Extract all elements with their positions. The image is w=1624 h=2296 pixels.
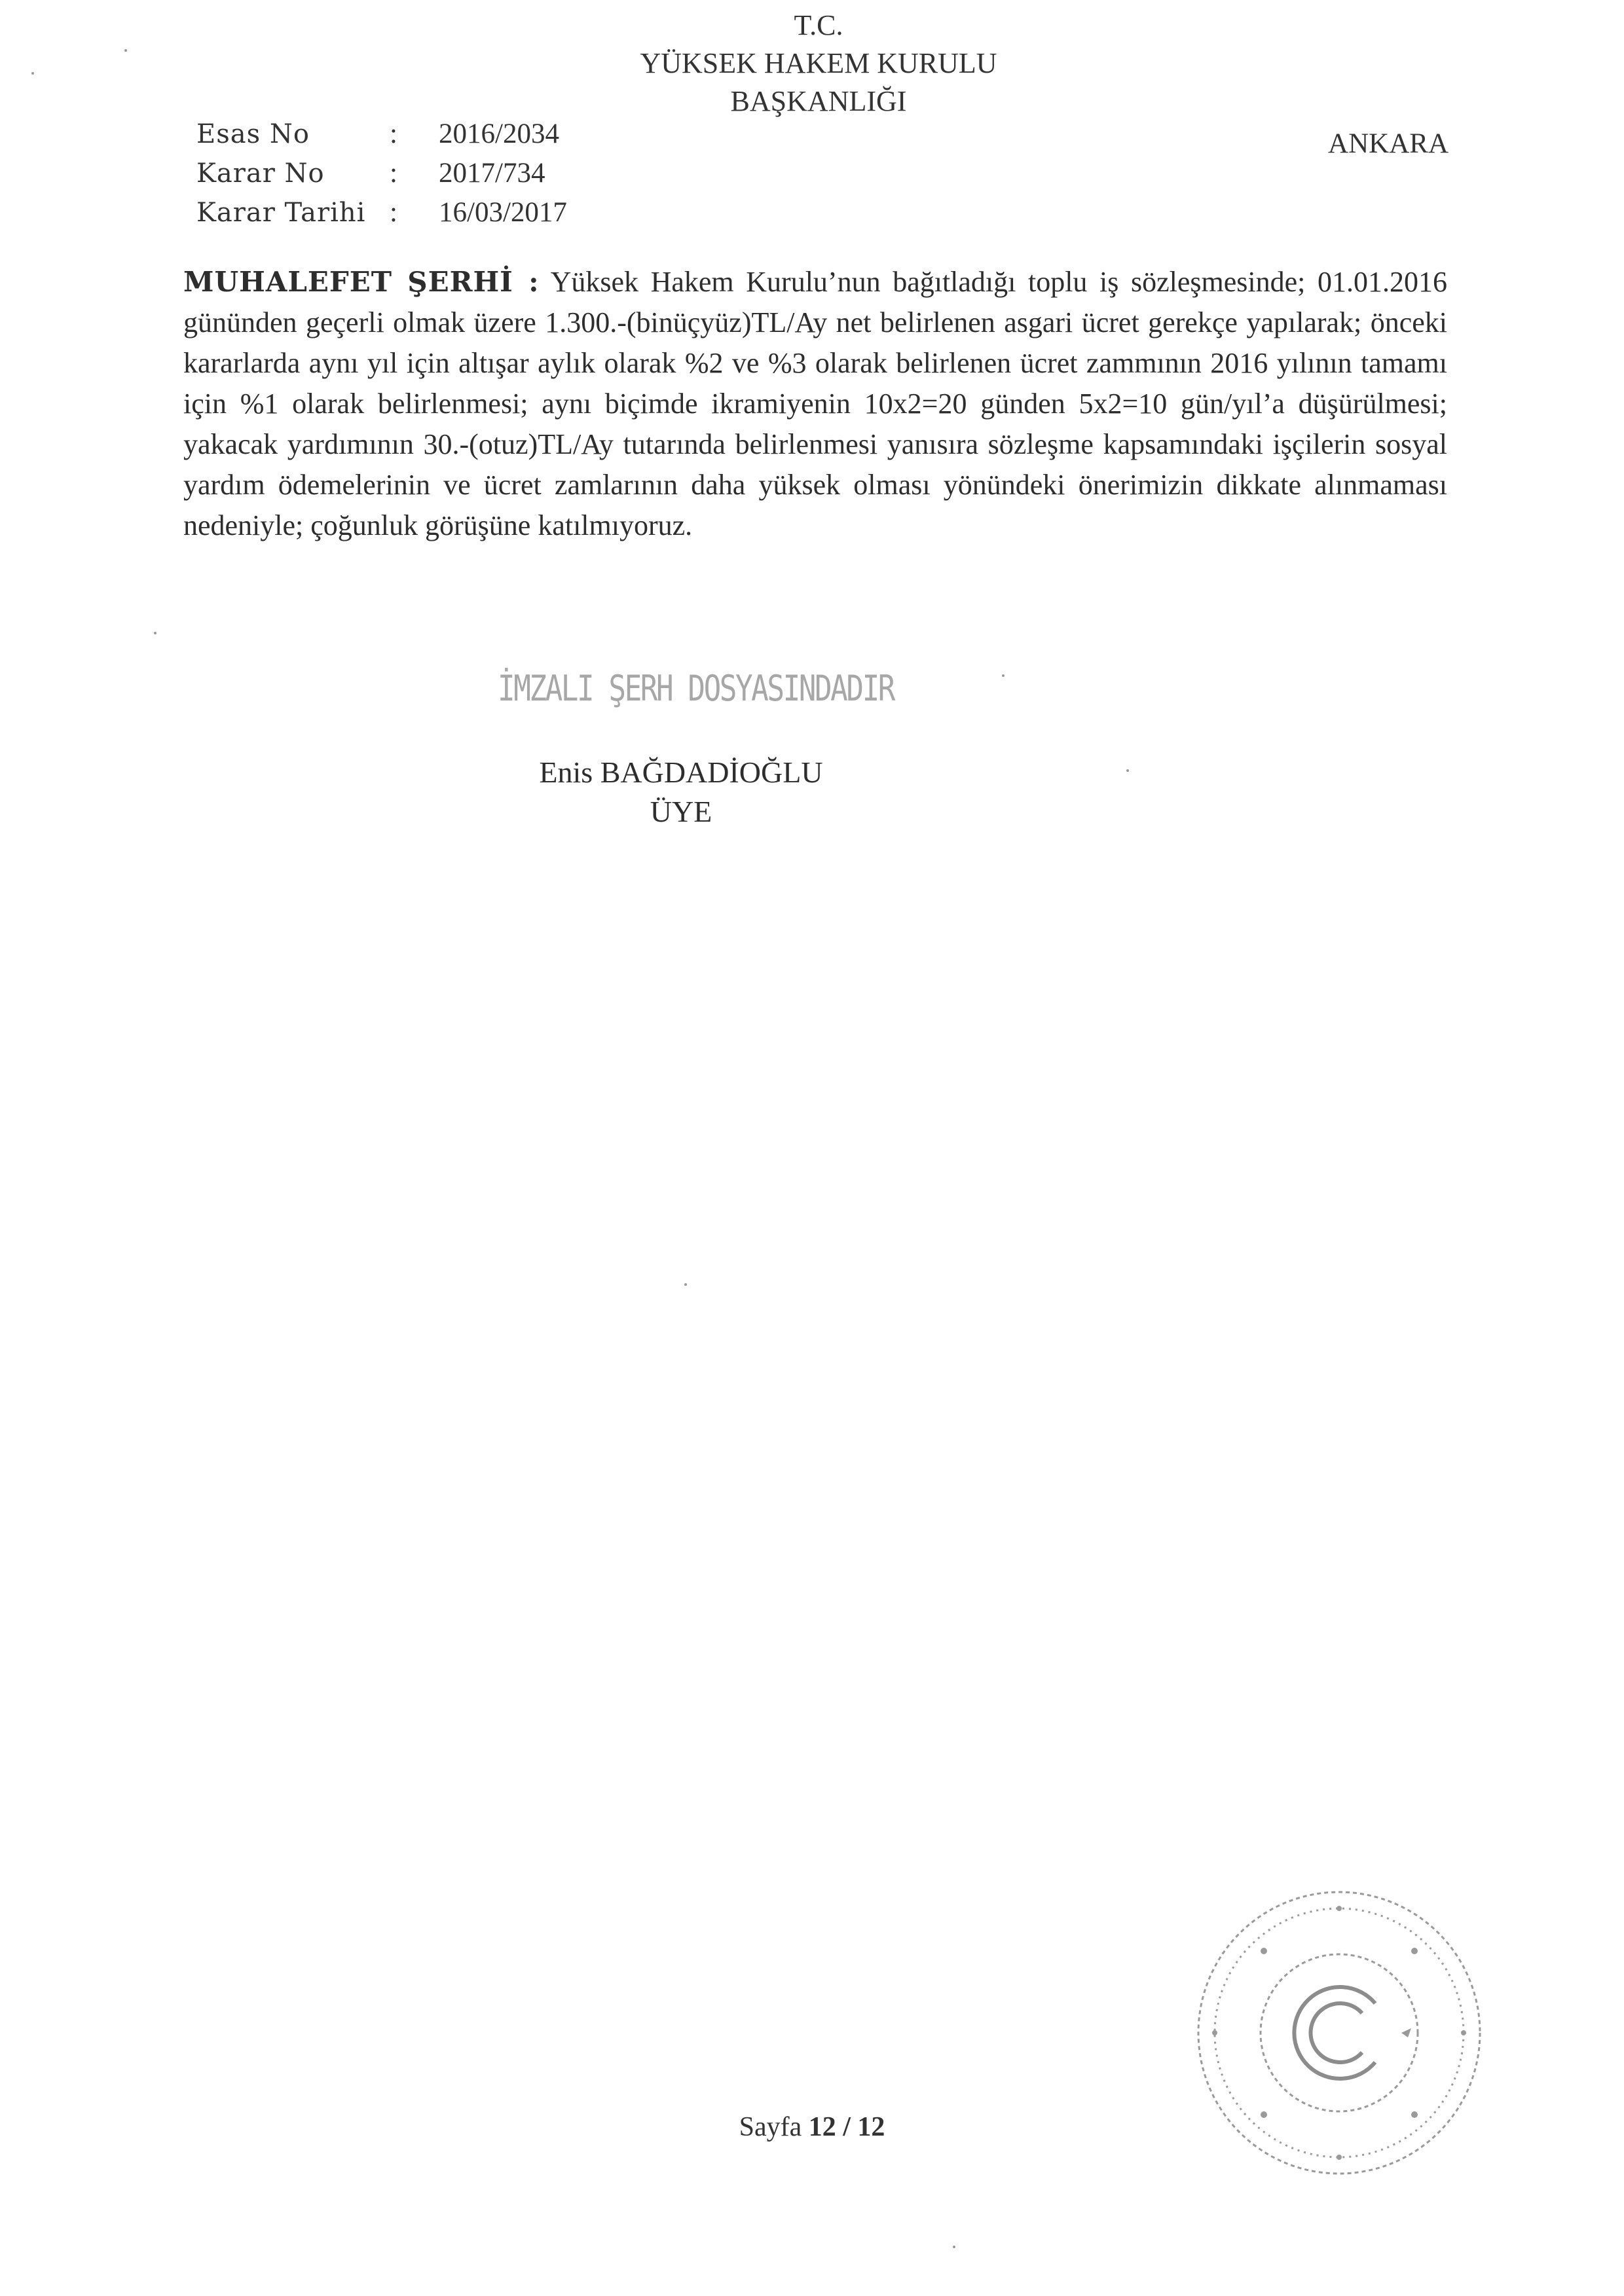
document-header bbox=[589, 7, 1048, 120]
tarih-value: 16/03/2017 bbox=[439, 197, 567, 228]
scan-speck bbox=[1002, 674, 1005, 677]
official-seal-icon bbox=[1185, 1879, 1493, 2187]
header-line-tc: T.C. bbox=[794, 9, 843, 41]
page-number: 12 / 12 bbox=[808, 2112, 885, 2142]
dissent-text: Yüksek Hakem Kurulu’nun bağıtladığı toplu iş sözleşmesinde; 01.01.2016 gününden geçerli olmak üzere 1.300.-(binüçyüz)TL/Ay net belirlenen asgari ücret gerekçe yapılarak; önceki kararlarda aynı yıl için altışar aylık olarak %2 ve %3 olarak belirlenen ücret zammının 2016 yılının tamamı için %1 olarak belirlenmesi; aynı biçimde ikramiyenin 10x2=20 günden 5x2=10 gün/yıl’a düşürülmesi; yakacak yardımının 30.-(otuz)TL/Ay tutarında belirlenmesi yanısıra sözleşme kapsamındaki işçilerin sosyal yardım ödemelerinin ve ücret zamlarının daha yüksek olması yönündeki önerimizin dikkate alınmaması nedeniyle; çoğunluk görüşüne katılmıyoruz. bbox=[183, 266, 1448, 541]
scan-speck bbox=[684, 1283, 687, 1286]
meta-row-tarih bbox=[196, 193, 567, 232]
meta-row-karar bbox=[196, 154, 567, 193]
scan-speck bbox=[154, 632, 157, 634]
scan-speck bbox=[1126, 769, 1129, 772]
signed-dissent-stamp: İMZALI ŞERH DOSYASINDADIR bbox=[498, 668, 894, 709]
esas-value: 2016/2034 bbox=[439, 118, 559, 149]
header-line-presidency: BAŞKANLIĞI bbox=[730, 85, 907, 117]
dissent-label: MUHALEFET ŞERHİ : bbox=[183, 266, 540, 298]
karar-value: 2017/734 bbox=[439, 158, 545, 189]
case-metadata bbox=[196, 115, 567, 232]
esas-label: Esas No bbox=[196, 119, 310, 149]
meta-colon: : bbox=[390, 158, 397, 189]
header-line-institution: YÜKSEK HAKEM KURULU bbox=[640, 47, 997, 79]
dissent-paragraph bbox=[183, 262, 1447, 546]
meta-colon: : bbox=[390, 197, 397, 228]
meta-colon: : bbox=[390, 118, 397, 149]
scan-speck bbox=[31, 72, 34, 75]
city-name: ANKARA bbox=[1328, 128, 1449, 159]
page-label: Sayfa bbox=[739, 2112, 802, 2142]
karar-label: Karar No bbox=[196, 158, 325, 189]
signature-block bbox=[517, 753, 845, 831]
signatory-title: ÜYE bbox=[650, 795, 712, 828]
signatory-name: Enis BAĞDADİOĞLU bbox=[539, 756, 823, 789]
meta-row-esas bbox=[196, 115, 567, 154]
scan-speck bbox=[953, 2246, 955, 2248]
page-footer bbox=[655, 2111, 969, 2143]
scan-speck bbox=[124, 49, 127, 52]
tarih-label: Karar Tarihi bbox=[196, 198, 366, 228]
